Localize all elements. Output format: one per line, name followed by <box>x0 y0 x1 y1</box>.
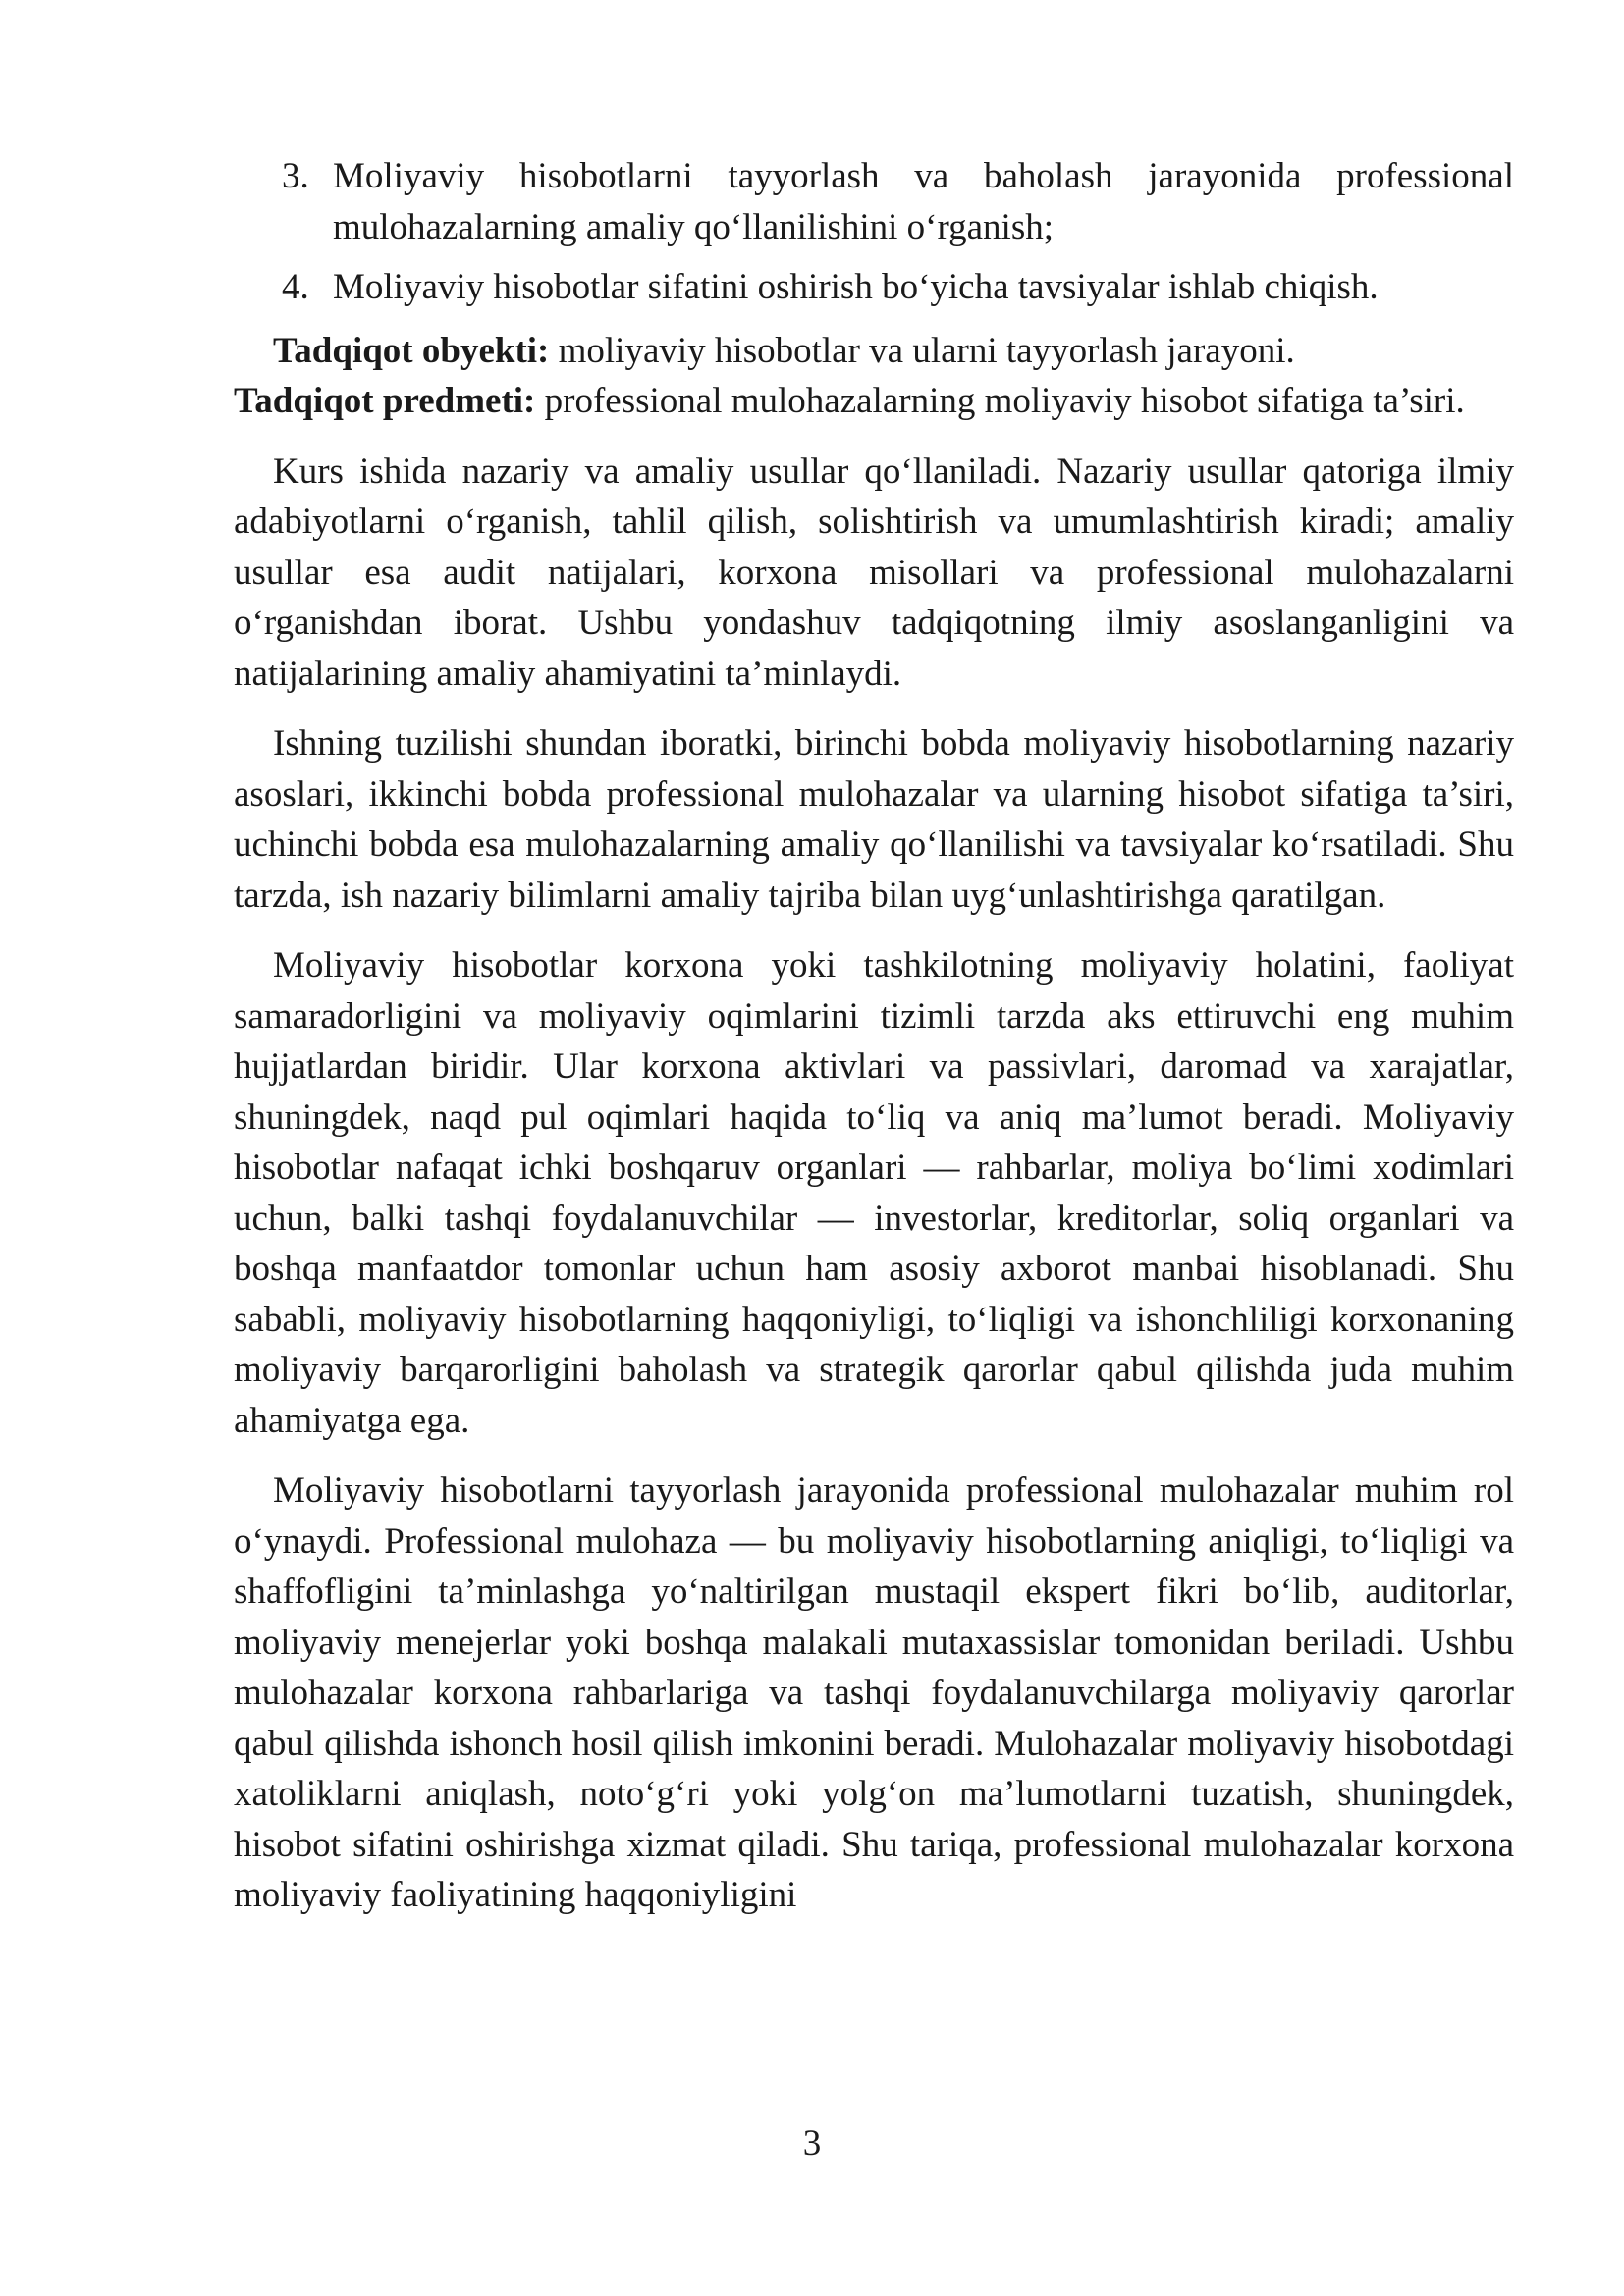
list-item-number: 4. <box>282 267 309 307</box>
paragraph-methods: Kurs ishida nazariy va amaliy usullar qo‘llaniladi. Nazariy usullar qatoriga ilmiy adabiyotlarni o‘rganish, tahlil qilish, solishtirish va umumlashtirish kiradi; amaliy usullar esa audit natijalari, korxona misollari va professional mulohazalarni o‘rganishdan iborat. Ushbu yondashuv tadqiqotning ilmiy asoslanganligini va natijalarining amaliy ahamiyatini ta’minlaydi. <box>234 451 1514 694</box>
list-item <box>234 262 1514 313</box>
research-subject-text: professional mulohazalarning moliyaviy hisobot sifatiga ta’siri. <box>535 381 1465 421</box>
research-object-paragraph <box>234 326 1514 377</box>
research-object-text: moliyaviy hisobotlar va ularni tayyorlash jarayoni. <box>549 330 1295 371</box>
list-item-number: 3. <box>282 156 309 196</box>
list-item <box>234 151 1514 252</box>
paragraph-financial-reports: Moliyaviy hisobotlar korxona yoki tashkilotning moliyaviy holatini, faoliyat samaradorligini va moliyaviy oqimlarini tizimli tarzda aks ettiruvchi eng muhim hujjatlardan biridir. Ular korxona aktivlari va passivlari, daromad va xarajatlar, shuningdek, naqd pul oqimlari haqida to‘liq va aniq ma’lumot beradi. Moliyaviy hisobotlar nafaqat ichki boshqaruv organlari — rahbarlar, moliya bo‘limi xodimlari uchun, balki tashqi foydalanuvchilar — investorlar, kreditorlar, soliq organlari va boshqa manfaatdor tomonlar uchun ham asosiy axborot manbai hisoblanadi. Shu sababli, moliyaviy hisobotlarning haqqoniyligi, to‘liqligi va ishonchliligi korxonaning moliyaviy barqarorligini baholash va strategik qarorlar qabul qilishda juda muhim ahamiyatga ega. <box>234 945 1514 1441</box>
paragraph-professional-judgment: Moliyaviy hisobotlarni tayyorlash jarayonida professional mulohazalar muhim rol o‘ynaydi. Professional mulohaza — bu moliyaviy hisobotlarning aniqligi, to‘liqligi va shaffofligini ta’minlashga yo‘naltirilgan mustaqil ekspert fikri bo‘lib, auditorlar, moliyaviy menejerlar yoki boshqa malakali mutaxassislar tomonidan beriladi. Ushbu mulohazalar korxona rahbarlariga va tashqi foydalanuvchilarga moliyaviy qarorlar qabul qilishda ishonch hosil qilish imkonini beradi. Mulohazalar moliyaviy hisobotdagi xatoliklarni aniqlash, noto‘g‘ri yoki yolg‘on ma’lumotlarni tuzatish, shuningdek, hisobot sifatini oshirishga xizmat qiladi. Shu tariqa, professional mulohazalar korxona moliyaviy faoliyatining haqqoniyligini <box>234 1470 1514 1915</box>
page-number: 3 <box>802 2123 822 2163</box>
research-subject-paragraph <box>234 376 1514 427</box>
page-content <box>234 151 1514 1921</box>
list-item-text: Moliyaviy hisobotlarni tayyorlash va baholash jarayonida professional mulohazalarning amaliy qo‘llanilishini o‘rganish; <box>333 156 1514 247</box>
list-item-text: Moliyaviy hisobotlar sifatini oshirish bo‘yicha tavsiyalar ishlab chiqish. <box>333 267 1379 307</box>
research-subject-label: Tadqiqot predmeti: <box>234 381 536 421</box>
research-object-label: Tadqiqot obyekti: <box>273 330 550 371</box>
paragraph-structure: Ishning tuzilishi shundan iboratki, birinchi bobda moliyaviy hisobotlarning nazariy asoslari, ikkinchi bobda professional mulohazalar va ularning hisobot sifatiga ta’siri, uchinchi bobda esa mulohazalarning amaliy qo‘llanilishi va tavsiyalar ko‘rsatiladi. Shu tarzda, ish nazariy bilimlarni amaliy tajriba bilan uyg‘unlashtirishga qaratilgan. <box>234 723 1514 916</box>
